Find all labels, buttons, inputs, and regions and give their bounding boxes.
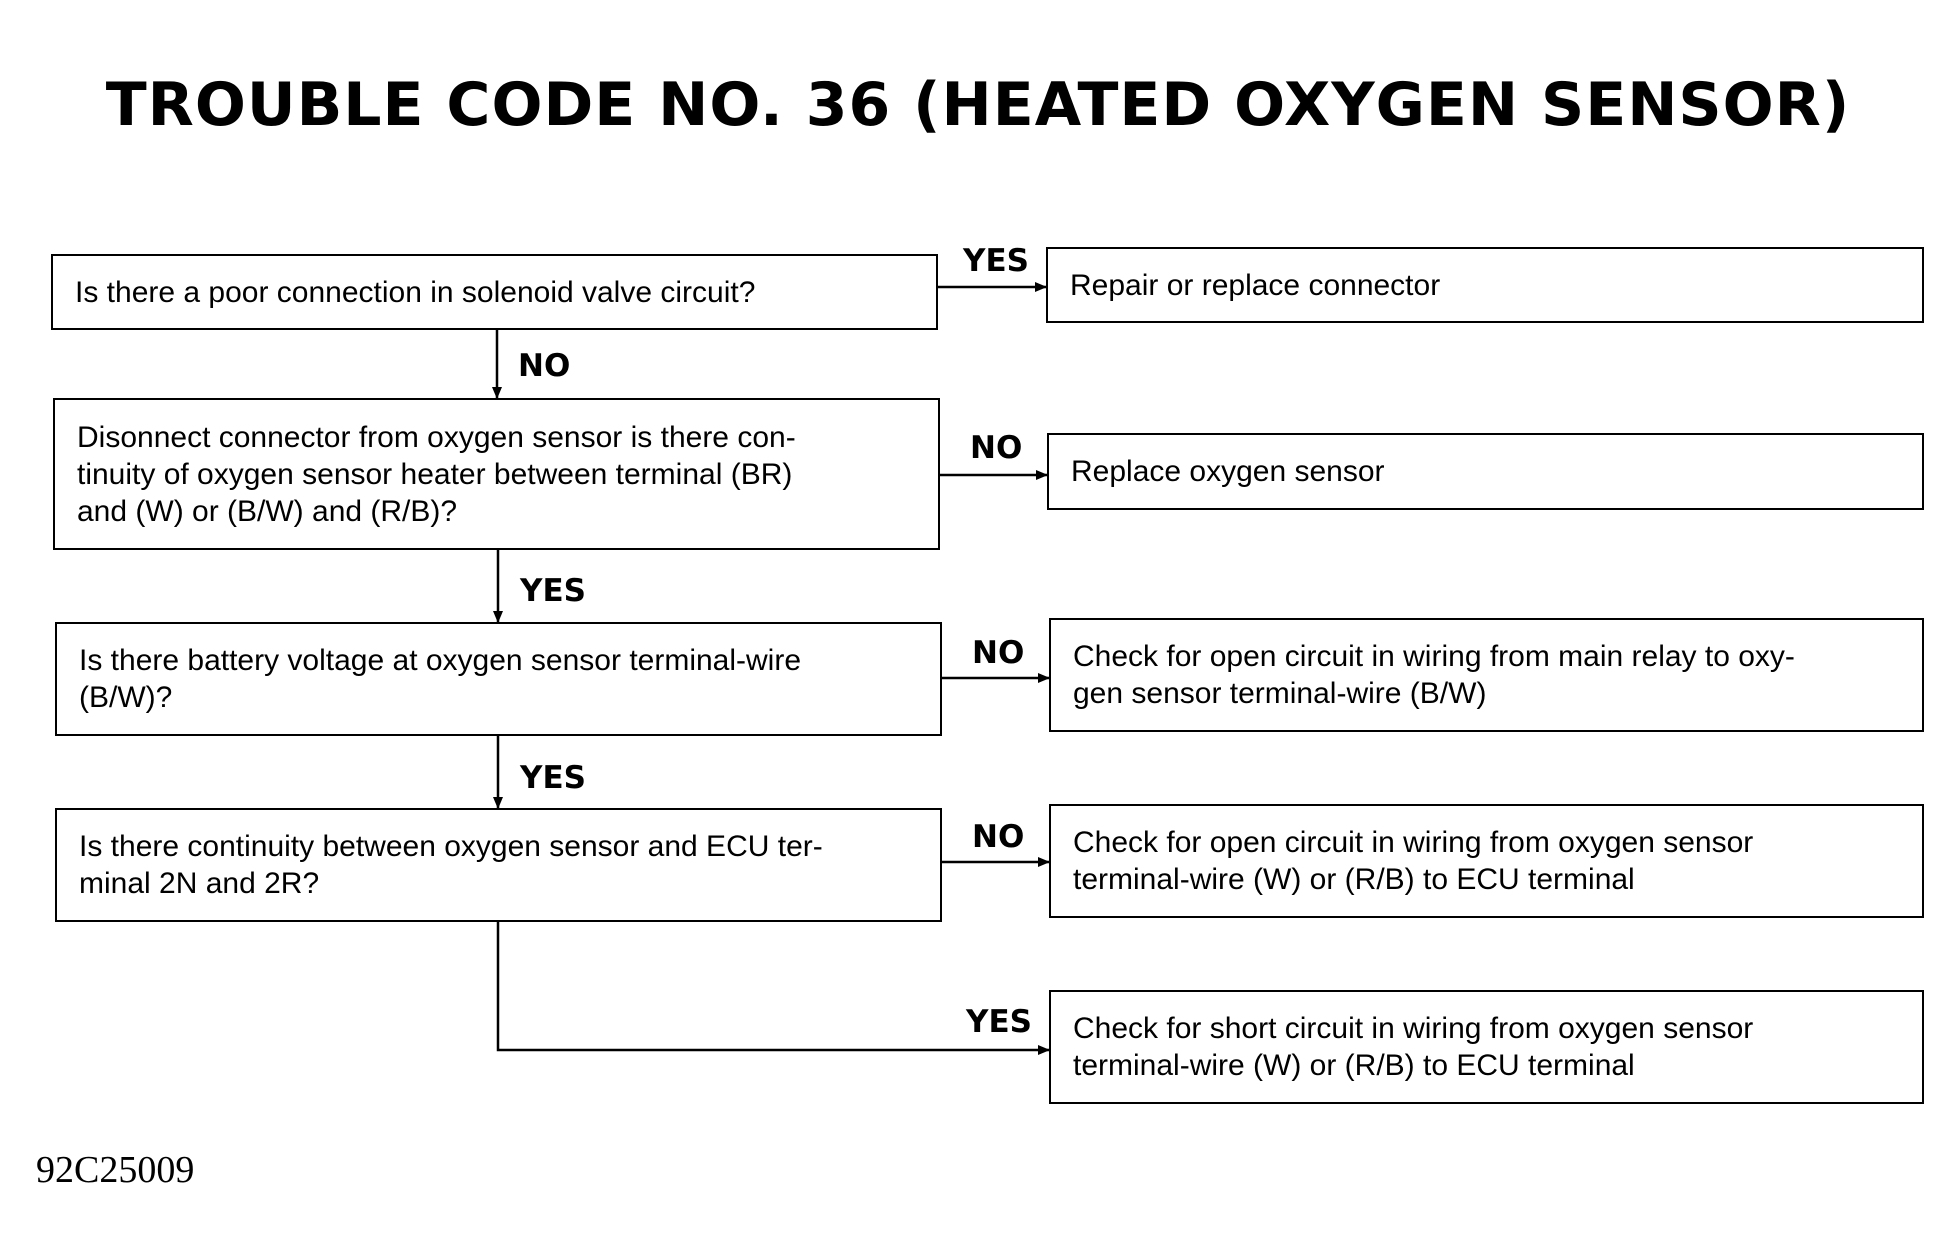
page-title: TROUBLE CODE NO. 36 (HEATED OXYGEN SENSOR) xyxy=(105,70,1851,140)
action-box-4: Check for open circuit in wiring from oxygen sensor terminal-wire (W) or (R/B) to ECU terminal xyxy=(1049,804,1924,918)
action-box-2: Replace oxygen sensor xyxy=(1047,433,1924,510)
branch-label-q2-a2: NO xyxy=(970,430,1023,466)
figure-code: 92C25009 xyxy=(36,1149,195,1191)
question-box-4: Is there continuity between oxygen sensor and ECU ter- minal 2N and 2R? xyxy=(55,808,942,922)
action-box-5: Check for short circuit in wiring from oxygen sensor terminal-wire (W) or (R/B) to ECU terminal xyxy=(1049,990,1924,1104)
branch-label-q3-a3: NO xyxy=(972,635,1025,671)
question-box-2: Disonnect connector from oxygen sensor is there con- tinuity of oxygen sensor heater between terminal (BR) and (W) or (B/W) and (R/B)? xyxy=(53,398,940,550)
action-box-1: Repair or replace connector xyxy=(1046,247,1924,323)
branch-label-q1-q2: NO xyxy=(518,348,571,384)
branch-label-q3-q4: YES xyxy=(520,760,586,796)
branch-label-q1-a1: YES xyxy=(963,243,1029,279)
question-box-3: Is there battery voltage at oxygen sensor terminal-wire (B/W)? xyxy=(55,622,942,736)
action-box-3: Check for open circuit in wiring from main relay to oxy- gen sensor terminal-wire (B/W) xyxy=(1049,618,1924,732)
branch-label-q4-a5: YES xyxy=(966,1004,1032,1040)
branch-label-q4-a4: NO xyxy=(972,819,1025,855)
question-box-1: Is there a poor connection in solenoid valve circuit? xyxy=(51,254,938,330)
branch-label-q2-q3: YES xyxy=(520,573,586,609)
